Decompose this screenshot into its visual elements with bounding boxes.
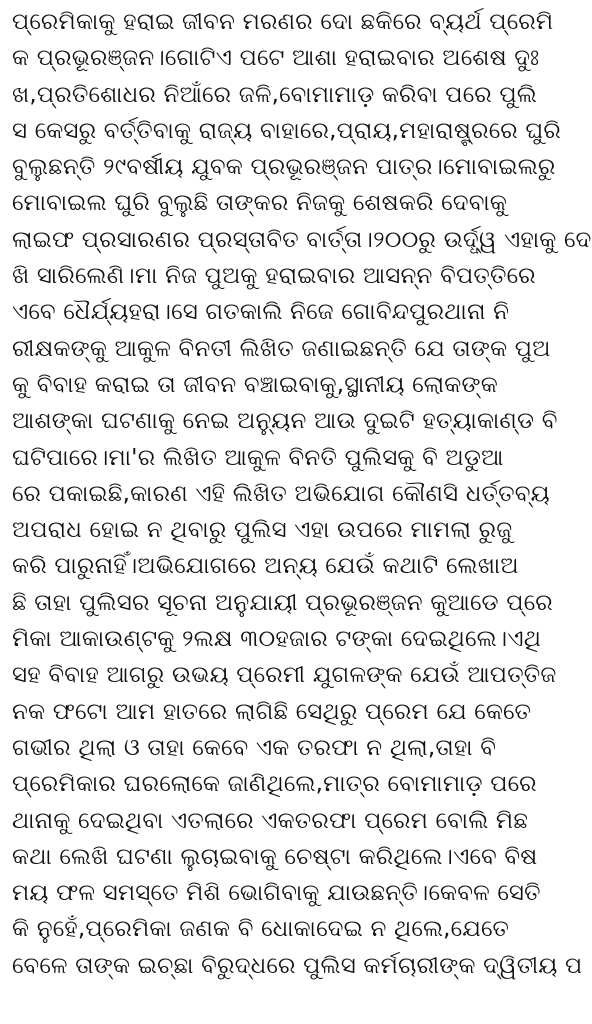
article-line-7: ଲାଇଫ ପ୍ରସାରଣର ପ୍ରସ୍ତାବିତ ବାର୍ତ୍ତା।୨୦୦ରୁ ଉର୍ଦ୍ଧ୍ୱ ଏହାକୁ ଦେ xyxy=(12,226,592,253)
article-line-1: ପ୍ରେମିକାକୁ ହରାଇ ଜୀବନ ମରଣର ଦୋ ଛକିରେ ବ୍ୟର୍ଥ ପ୍ରେମି xyxy=(12,9,554,35)
article-line-11: କୁ ବିବାହ କରାଇ ତା ଜୀବନ ବଞ୍ଚାଇବାକୁ,ସ୍ଥାନୀୟ ଲୋକଙ୍କ xyxy=(12,371,498,398)
article-line-5: ବୁଲୁଛନ୍ତି ୨୯ବର୍ଷୀୟ ଯୁବକ ପ୍ରଭୂରଞ୍ଜନ ପାତ୍ର।ମୋବାଇଲରୁ xyxy=(12,154,556,181)
article-line-25: ମୟ ଫଳ ସମସ୍ତେ ମିଶି ଭୋଗିବାକୁ ଯାଉଛନ୍ତି।କେବଳ ସେତି xyxy=(12,880,541,907)
article-line-4: ସ କେସରୁ ବର୍ତ୍ତିବାକୁ ରାଜ୍ୟ ବାହାରେ,ପ୍ରାୟ,ମହାରାଷ୍ଟ୍ରରେ ଘୁରି xyxy=(12,117,562,144)
article-line-6: ମୋବାଇଲ ଘୁରି ବୁଲୁଛି ତାଙ୍କର ନିଜକୁ ଶେଷକରି ଦେବାକୁ xyxy=(12,190,508,217)
article-line-23: ଥାନାକୁ ଦେଇଥିବା ଏତଲାରେ ଏକତରଫା ପ୍ରେମ ବୋଲି ମିଛ xyxy=(12,807,529,834)
article-line-19: ସହ ବିବାହ ଆଗରୁ ଉଭୟ ପ୍ରେମୀ ଯୁଗଳଙ୍କ ଯେଉଁ ଆପତ୍ତିଜ xyxy=(12,662,557,689)
article-line-10: ରୀକ୍ଷକଙ୍କୁ ଆକୁଳ ବିନତୀ ଲିଖିତ ଜଣାଇଛନ୍ତି ଯେ ତାଙ୍କ ପୁଅ xyxy=(12,335,551,362)
article-line-21: ଗଭୀର ଥିଲା ଓ ତାହା କେବେ ଏକ ତରଫା ନ ଥିଲା,ତାହା ବି xyxy=(12,734,497,761)
article-line-15: ଅପରାଧ ହୋଇ ନ ଥିବାରୁ ପୁଲିସ ଏହା ଉପରେ ମାମଲା ରୁଜୁ xyxy=(12,517,513,544)
article-line-2: କ ପ୍ରଭୂରଞ୍ଜନ।ଗୋଟିଏ ପଟେ ଆଶା ହରାଇବାର ଅଶେଷ ଦୁଃ xyxy=(12,45,540,72)
article-line-26: କି ନୁହେଁ,ପ୍ରେମିକା ଜଣକ ବି ଧୋକାଦେଇ ନ ଥିଲେ,ଯେତେ xyxy=(12,916,510,943)
article-line-9: ଏବେ ଧୈର୍ଯ୍ୟହରା।ସେ ଗତକାଲି ନିଜେ ଗୋବିନ୍ଦପୁରଥାନା ନି xyxy=(12,299,510,326)
article-line-22: ପ୍ରେମିକାର ଘରଲୋକେ ଜାଣିଥିଲେ,ମାତ୍ର ବୋମାମାଡ଼ ପରେ xyxy=(12,771,537,798)
article-line-16: କରି ପାରୁନାହିଁ।ଅଭିଯୋଗରେ ଅନ୍ୟ ଯେଉଁ କଥାଟି ଲେଖାଅ xyxy=(12,553,519,580)
article-line-3: ଖ,ପ୍ରତିଶୋଧର ନିଆଁରେ ଜଳି,ବୋମାମାଡ଼ କରିବା ପରେ ପୁଲି xyxy=(12,81,537,108)
article-line-8: ଖି ସାରିଲେଣି।ମା ନିଜ ପୁଅକୁ ହରାଇବାର ଆସନ୍ନ ବିପତ୍ତିରେ xyxy=(12,263,536,290)
article-line-12: ଆଶଙ୍କା ଘଟଣାକୁ ନେଇ ଅନ୍ୟୁନ ଆଉ ଦୁଇଟି ହତ୍ୟାକାଣ୍ଡ ବି xyxy=(12,408,558,435)
article-line-14: ରେ ପକାଇଛି,କାରଣ ଏହି ଲିଖିତ ଅଭିଯୋଗ କୌଣସି ଧର୍ତ୍ତବ୍ୟ xyxy=(12,480,550,507)
article-line-20: ନକ ଫଟୋ ଆମ ହାତରେ ଲାଗିଛି ସେଥିରୁ ପ୍ରେମ ଯେ କେତେ xyxy=(12,698,532,725)
article-line-13: ଘଟିପାରେ।ମା'ର ଲିଖିତ ଆକୁଳ ବିନତି ପୁଲିସକୁ ବି ଅଡୁଆ xyxy=(12,444,504,471)
article-body xyxy=(12,4,592,984)
article-line-27: ବେଳେ ତାଙ୍କ ଇଚ୍ଛା ବିରୁଦ୍ଧରେ ପୁଲିସ କର୍ମଚାରୀଙ୍କ ଦ୍ୱିତୀୟ ପ xyxy=(12,952,583,979)
article-line-18: ମିକା ଆକାଉଣ୍ଟକୁ ୨ଲକ୍ଷ ୩୦ହଜାର ଟଙ୍କା ଦେଇଥିଲେ।ଏଥି xyxy=(12,626,542,653)
article-line-24: କଥା ଲେଖି ଘଟଣା ଲୁଚାଇବାକୁ ଚେଷ୍ଟା କରିଥିଲେ।ଏବେ ବିଷ xyxy=(12,843,538,870)
article-line-17: ଛି ତାହା ପୁଲିସର ସୂଚନା ଅନୁଯାୟୀ ପ୍ରଭୂରଞ୍ଜନ କୁଆଡେ ପ୍ରେ xyxy=(12,589,553,616)
